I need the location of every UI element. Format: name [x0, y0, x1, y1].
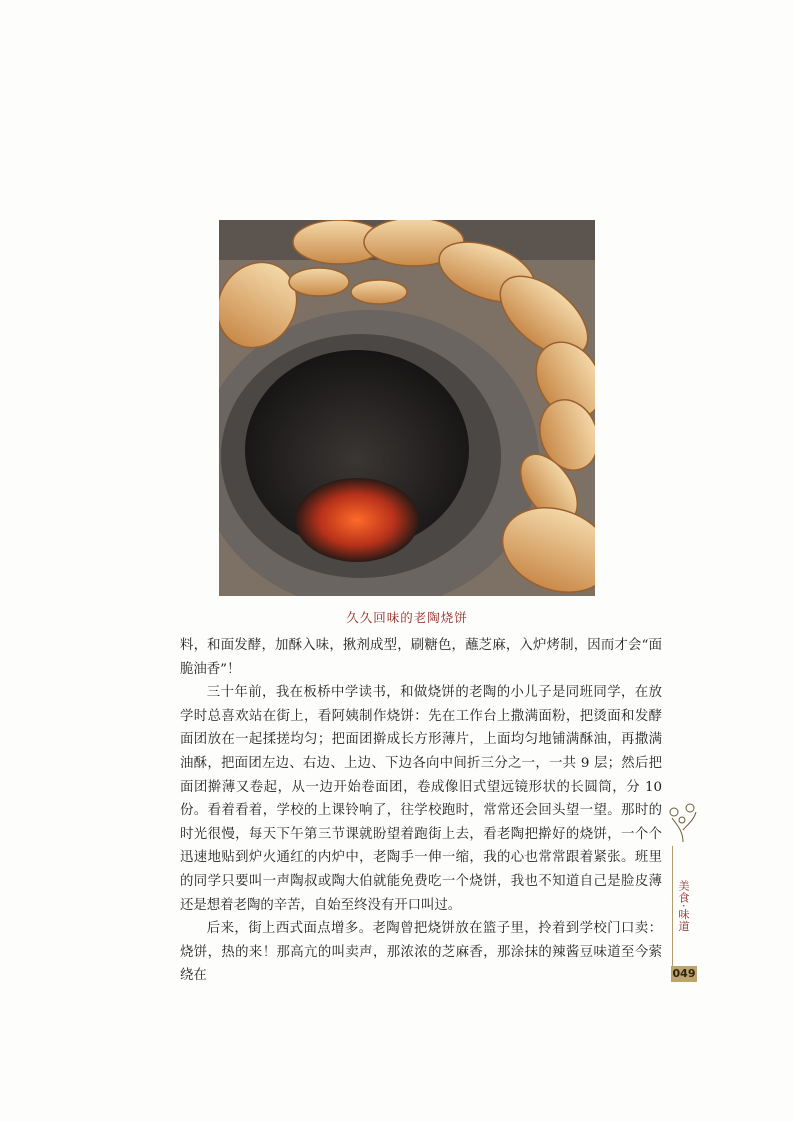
floral-ornament-icon: [668, 800, 698, 844]
paragraph-3: 后来，街上西式面点增多。老陶曾把烧饼放在篮子里，拎着到学校门口卖：烧饼，热的来！那高亢的叫卖声，那浓浓的芝麻香，那涂抹的辣酱豆味道至今萦绕在: [180, 921, 662, 984]
section-label: 美食·味道: [677, 880, 690, 933]
paragraph-2: 三十年前，我在板桥中学读书，和做烧饼的老陶的小儿子是同班同学，在放学时总喜欢站在街上，看阿姨制作烧饼：先在工作台上撒满面粉，把烫面和发酵面团放在一起揉搓均匀；把面团擀成长方形薄片，上面均匀地铺满酥油，再撒满油酥，把面团左边、右边、上边、下边各向中间折三分之一，一共 9 层；然后把面团擀薄又卷起，从一边开始卷面团，卷成像旧式望远镜形状的长圆筒，分 10 份。看着看着，学校的上课铃响了，往学校跑时，常常还会回头望一望。那时的时光很慢，每天下午第三节课就盼望着跑街上去，看老陶把擀好的烧饼，一个个迅速地贴到炉火通红的内炉中，老陶手一伸一缩，我的心也常常跟着紧张。班里的同学只要叫一声陶叔或陶大伯就能免费吃一个烧饼，我也不知道自己是脸皮薄还是想着老陶的辛苦，自始至终没有开口叫过。: [180, 685, 662, 913]
paragraph-1: 料，和面发酵，加酥入味，揪剂成型，刷糖色，蘸芝麻，入炉烤制，因而才会“面脆油香”！: [180, 638, 662, 677]
figure-caption: 久久回味的老陶烧饼: [346, 610, 468, 625]
article-body: [180, 634, 662, 988]
page-number: 049: [672, 967, 696, 980]
tandoor-oven-shaobing-photo: [219, 220, 595, 596]
side-divider: [672, 846, 673, 966]
